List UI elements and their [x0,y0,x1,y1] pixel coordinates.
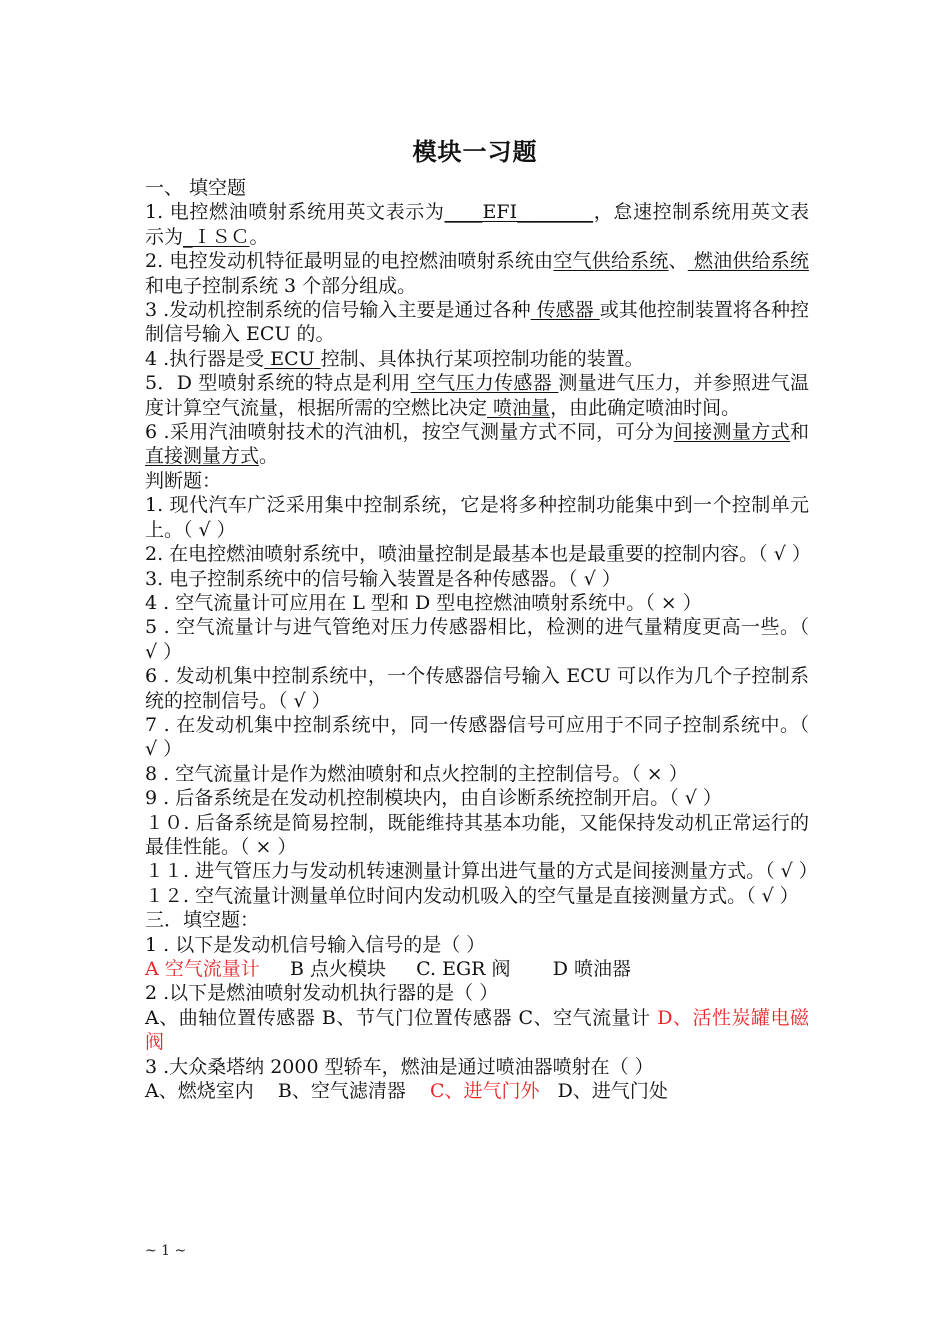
answer-blank: 间接测量方式 [673,421,790,444]
fill-question-2: 2. 电控发动机特征最明显的电控燃油喷射系统由空气供给系统、 燃油供给系统 和电子控制系统 3 个部分组成。 [145,250,809,297]
answer-blank: _ＩＳＣ [183,225,250,248]
answer-blank: 直接测量方式 [145,445,260,468]
answer-blank: 燃油供给系统 [687,250,809,273]
answer-blank: 空气供给系统 [553,250,669,273]
page-number: ~ 1 ~ [145,1243,187,1259]
correct-option: D、活性炭罐电磁阀 [145,1006,810,1054]
fill-question-4: 4 .执行器是受 ECU 控制、具体执行某项控制功能的装置。 [145,347,644,370]
document-body [145,176,818,1103]
section-heading-fill: 一、 填空题 [145,177,247,199]
answer-blank: 空气压力传感器 [410,372,559,395]
answer-blank: 传感器 [530,299,600,322]
judge-item: 6 . 发动机集中控制系统中，一个传感器信号输入 ECU 可以作为几个子控制系统的控制信号。（ √ ） [145,665,809,712]
judge-item: １１. 进气管压力与发动机转速测量计算出进气量的方式是间接测量方式。（ √ ） [145,860,818,883]
answer-blank: ____EFI________ [444,201,594,224]
correct-option: A 空气流量计 [145,958,260,980]
judge-item: 2. 在电控燃油喷射系统中，喷油量控制是最基本也是最重要的控制内容。（ √ ） [145,543,811,566]
section-heading-choice: 三．填空题： [145,909,260,932]
judge-item: １０. 后备系统是简易控制，既能维持其基本功能，又能保持发动机正常运行的最佳性能。（ × ） [145,811,809,858]
judge-item: 4 . 空气流量计可应用在 L 型和 D 型电控燃油喷射系统中。（ × ） [145,591,702,614]
judge-item: 9 . 后备系统是在发动机控制模块内，由自诊断系统控制开启。（ √ ） [145,787,722,810]
choice-options-3: A、燃烧室内 B、空气滤清器 C、进气门外 D、进气门处 [145,1080,668,1103]
page-title: 模块一习题 [412,137,538,166]
correct-option: C、进气门外 [430,1080,540,1103]
fill-question-1: 1. 电控燃油喷射系统用英文表示为____EFI________，怠速控制系统用英文表示为_ＩＳＣ。 [145,201,809,248]
choice-question-1: 1 . 以下是发动机信号输入信号的是（ ） [145,933,486,956]
judge-item: 5 . 空气流量计与进气管绝对压力传感器相比，检测的进气量精度更高一些。（ √ ） [145,616,809,663]
answer-blank: 喷油量 [487,396,551,419]
fill-question-5: 5．D 型喷射系统的特点是利用 空气压力传感器 测量进气压力，并参照进气温度计算空气流量，根据所需的空燃比决定 喷油量，由此确定喷油时间。 [145,372,809,419]
choice-options-2: A、曲轴位置传感器 B、节气门位置传感器 C、空气流量计 D、活性炭罐电磁阀 [145,1006,810,1054]
fill-question-3: 3 .发动机控制系统的信号输入主要是通过各种 传感器 或其他控制装置将各种控制信号输入 ECU 的。 [145,299,809,346]
judge-item: １２. 空气流量计测量单位时间内发动机吸入的空气量是直接测量方式。（ √ ） [145,884,799,907]
judge-item: 3. 电子控制系统中的信号输入装置是各种传感器。（ √ ） [145,567,621,590]
judge-item: 7 . 在发动机集中控制系统中，同一传感器信号可应用于不同子控制系统中。（ √ ） [145,713,809,761]
fill-question-6: 6 .采用汽油喷射技术的汽油机，按空气测量方式不同，可分为间接测量方式和直接测量方式。 [145,421,809,468]
choice-question-2: 2 .以下是燃油喷射发动机执行器的是（ ） [145,982,499,1005]
choice-options-1: A 空气流量计 B 点火模块 C. EGR 阀 D 喷油器 [145,958,632,980]
judge-item: 1. 现代汽车广泛采用集中控制系统，它是将多种控制功能集中到一个控制单元上。（ √ ） [145,494,809,541]
judge-item: 8 . 空气流量计是作为燃油喷射和点火控制的主控制信号。（ × ） [145,762,688,785]
answer-blank: ECU [264,347,321,370]
section-heading-judge: 判断题： [145,469,222,492]
choice-question-3: 3 .大众桑塔纳 2000 型轿车，燃油是通过喷油器喷射在（ ） [145,1055,654,1078]
